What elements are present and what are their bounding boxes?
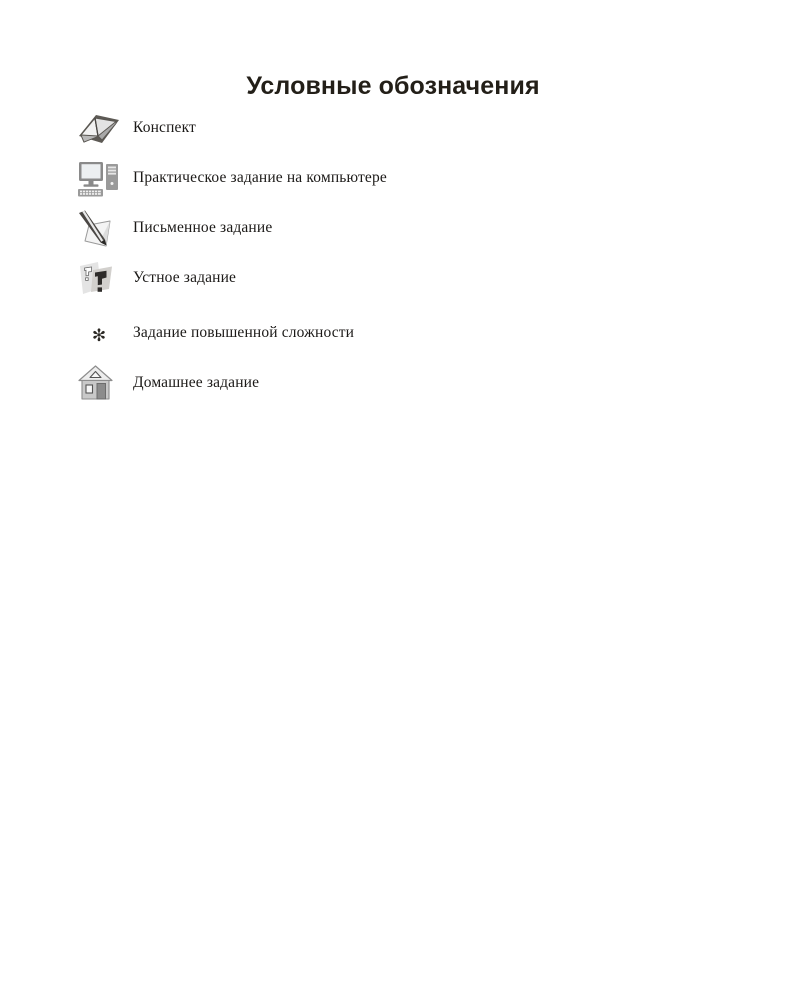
house-icon — [76, 363, 122, 405]
legend-item-oral-task — [0, 256, 786, 306]
asterisk-glyph: ✻ — [91, 325, 107, 345]
question-marks-icon — [76, 258, 122, 300]
legend-item-label: Письменное задание — [133, 219, 273, 236]
legend-item-advanced-task — [0, 311, 786, 361]
legend-list — [0, 106, 786, 411]
legend-item-computer-task — [0, 156, 786, 206]
legend-item-label: Домашнее задание — [133, 374, 260, 391]
legend-item-konspekt — [0, 106, 786, 156]
page-title: Условные обозначения — [246, 71, 540, 100]
desktop-computer-icon — [76, 158, 122, 200]
open-book-icon — [76, 108, 122, 150]
pen-on-paper-icon — [76, 208, 122, 250]
legend-item-label: Устное задание — [133, 269, 237, 286]
legend-item-label: Конспект — [133, 119, 196, 136]
legend-item-homework — [0, 361, 786, 411]
asterisk-icon — [76, 313, 122, 355]
legend-item-written-task — [0, 206, 786, 256]
legend-item-label: Задание повышенной сложности — [133, 324, 355, 341]
legend-item-label: Практическое задание на компьютере — [133, 169, 387, 186]
